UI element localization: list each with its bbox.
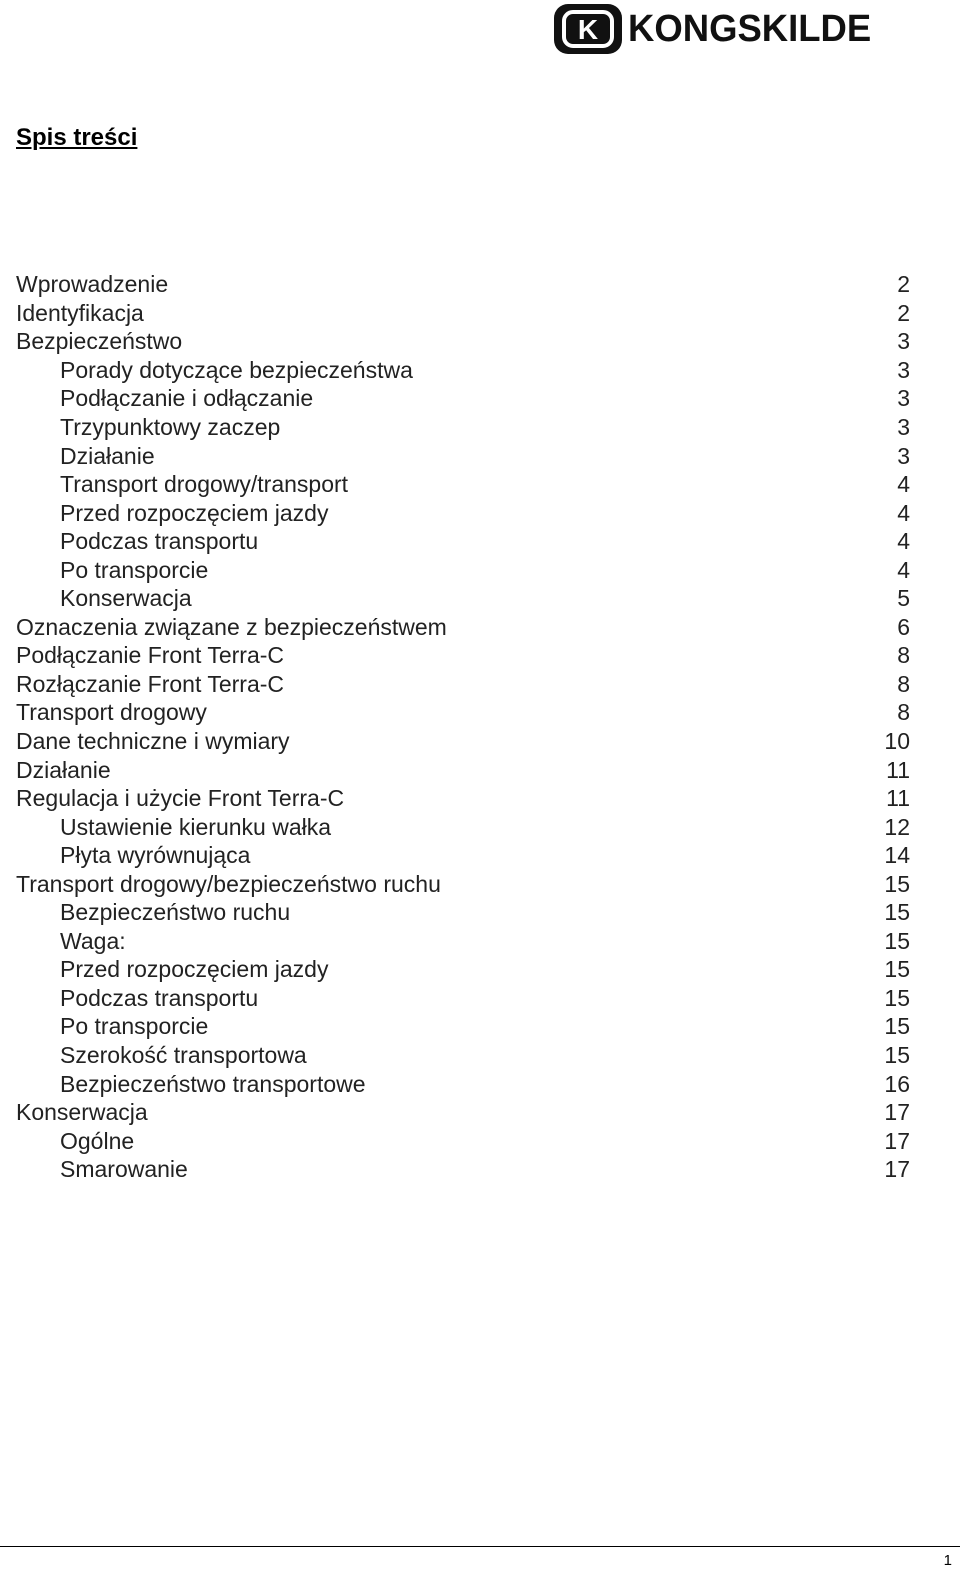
toc-entry-label: Przed rozpoczęciem jazdy [60, 956, 329, 983]
toc-entry[interactable] [16, 555, 910, 584]
toc-entry-page: 17 [884, 1099, 910, 1126]
toc-entry-page: 15 [884, 870, 910, 897]
toc-entry-label: Transport drogowy/bezpieczeństwo ruchu [16, 870, 441, 897]
toc-entry-page: 8 [897, 670, 910, 697]
toc-entry-page: 12 [884, 813, 910, 840]
toc-entry[interactable] [16, 1012, 910, 1041]
toc-entry-page: 10 [884, 728, 910, 755]
toc-entry[interactable] [16, 1155, 910, 1184]
toc-entry[interactable] [16, 299, 910, 328]
toc-entry-label: Rozłączanie Front Terra-C [16, 670, 285, 697]
toc-title: Spis treści [16, 124, 138, 151]
toc-entry-label: Podłączanie i odłączanie [60, 385, 314, 412]
toc-entry[interactable] [16, 984, 910, 1013]
toc-entry-page: 3 [897, 442, 910, 469]
toc-entry[interactable] [16, 812, 910, 841]
toc-entry-page: 5 [897, 585, 910, 612]
toc-entry-label: Bezpieczeństwo [16, 328, 183, 355]
toc-entry-label: Bezpieczeństwo transportowe [60, 1070, 366, 1097]
toc-entry-label: Bezpieczeństwo ruchu [60, 899, 291, 926]
toc-entry-label: Działanie [60, 442, 155, 469]
toc-entry-label: Wprowadzenie [16, 271, 169, 298]
toc-entry-page: 15 [884, 899, 910, 926]
toc-entry-page: 2 [897, 271, 910, 298]
toc-entry-label: Oznaczenia związane z bezpieczeństwem [16, 613, 447, 640]
toc-entry-label: Konserwacja [16, 1099, 148, 1126]
toc-entry-label: Trzypunktowy zaczep [60, 414, 281, 440]
toc-entry[interactable] [16, 698, 910, 727]
toc-entry[interactable] [16, 1098, 910, 1127]
toc-entry-page: 11 [886, 756, 910, 783]
toc-entry-label: Dane techniczne i wymiary [16, 728, 290, 755]
toc-entry[interactable] [16, 869, 910, 898]
toc-entry-page: 4 [897, 556, 910, 583]
toc-entry[interactable] [16, 584, 910, 613]
toc-entry-page: 16 [884, 1070, 910, 1097]
toc-entry-page: 15 [884, 984, 910, 1011]
toc-entry-page: 2 [897, 299, 910, 326]
toc-entry[interactable] [16, 898, 910, 927]
toc-entry-page: 8 [897, 642, 910, 669]
toc-entry[interactable] [16, 384, 910, 413]
toc-entry[interactable] [16, 784, 910, 813]
toc-entry[interactable] [16, 270, 910, 299]
toc-entry-label: Podczas transportu [60, 984, 259, 1011]
toc-entry-label: Konserwacja [60, 585, 192, 612]
toc-entry[interactable] [16, 1041, 910, 1070]
toc-entry-label: Smarowanie [60, 1156, 188, 1183]
toc-entry-page: 15 [884, 1013, 910, 1040]
logo-mark-letter: K [577, 14, 599, 45]
toc-entry-label: Szerokość transportowa [60, 1042, 307, 1069]
toc-entry-page: 3 [897, 328, 910, 355]
toc-entry-page: 15 [884, 956, 910, 983]
toc-entry[interactable] [16, 641, 910, 670]
toc-entry[interactable] [16, 841, 910, 870]
toc-entry[interactable] [16, 327, 910, 356]
table-of-contents [16, 270, 910, 1184]
toc-entry-page: 17 [884, 1127, 910, 1154]
toc-entry[interactable] [16, 1126, 910, 1155]
toc-entry-label: Ustawienie kierunku wałka [60, 813, 332, 840]
kongskilde-logo [554, 3, 952, 55]
toc-entry[interactable] [16, 527, 910, 556]
toc-entry-page: 15 [884, 927, 910, 954]
toc-entry-label: Płyta wyrównująca [60, 842, 251, 869]
toc-entry-label: Po transporcie [60, 556, 209, 583]
toc-entry[interactable] [16, 955, 910, 984]
toc-entry-label: Transport drogowy [16, 699, 207, 726]
toc-entry[interactable] [16, 441, 910, 470]
toc-entry-page: 14 [884, 842, 910, 869]
toc-entry-label: Ogólne [60, 1127, 135, 1154]
toc-entry[interactable] [16, 727, 910, 756]
toc-entry[interactable] [16, 927, 910, 956]
toc-entry-label: Waga: [60, 927, 126, 954]
toc-entry-page: 3 [897, 414, 910, 440]
toc-entry-page: 15 [884, 1042, 910, 1069]
toc-entry[interactable] [16, 498, 910, 527]
toc-entry[interactable] [16, 613, 910, 642]
toc-entry[interactable] [16, 670, 910, 699]
toc-entry[interactable] [16, 413, 910, 442]
toc-entry-page: 4 [897, 471, 910, 498]
footer-divider [0, 1546, 960, 1547]
toc-entry-label: Identyfikacja [16, 299, 144, 326]
toc-entry[interactable] [16, 755, 910, 784]
logo-k-icon [559, 8, 617, 50]
toc-entry-label: Transport drogowy/transport [60, 471, 349, 498]
toc-entry-page: 11 [886, 785, 910, 812]
page-number: 1 [943, 1552, 952, 1569]
toc-entry-page: 4 [897, 528, 910, 555]
toc-entry[interactable] [16, 470, 910, 499]
toc-entry[interactable] [16, 356, 910, 385]
toc-entry-label: Porady dotyczące bezpieczeństwa [60, 356, 413, 383]
toc-entry-label: Podczas transportu [60, 528, 259, 555]
toc-entry-label: Po transporcie [60, 1013, 209, 1040]
toc-entry-page: 8 [897, 699, 910, 726]
toc-entry-page: 4 [897, 499, 910, 526]
logo-mark-icon [554, 4, 622, 54]
toc-entry[interactable] [16, 1069, 910, 1098]
toc-entry-label: Regulacja i użycie Front Terra-C [16, 785, 345, 812]
toc-entry-page: 3 [897, 356, 910, 383]
toc-entry-label: Przed rozpoczęciem jazdy [60, 499, 329, 526]
toc-entry-label: Działanie [16, 756, 111, 783]
toc-entry-page: 3 [897, 385, 910, 412]
toc-entry-page: 6 [897, 613, 910, 640]
toc-entry-label: Podłączanie Front Terra-C [16, 642, 285, 669]
logo-text: KONGSKILDE [628, 8, 872, 50]
toc-entry-page: 17 [884, 1156, 910, 1183]
